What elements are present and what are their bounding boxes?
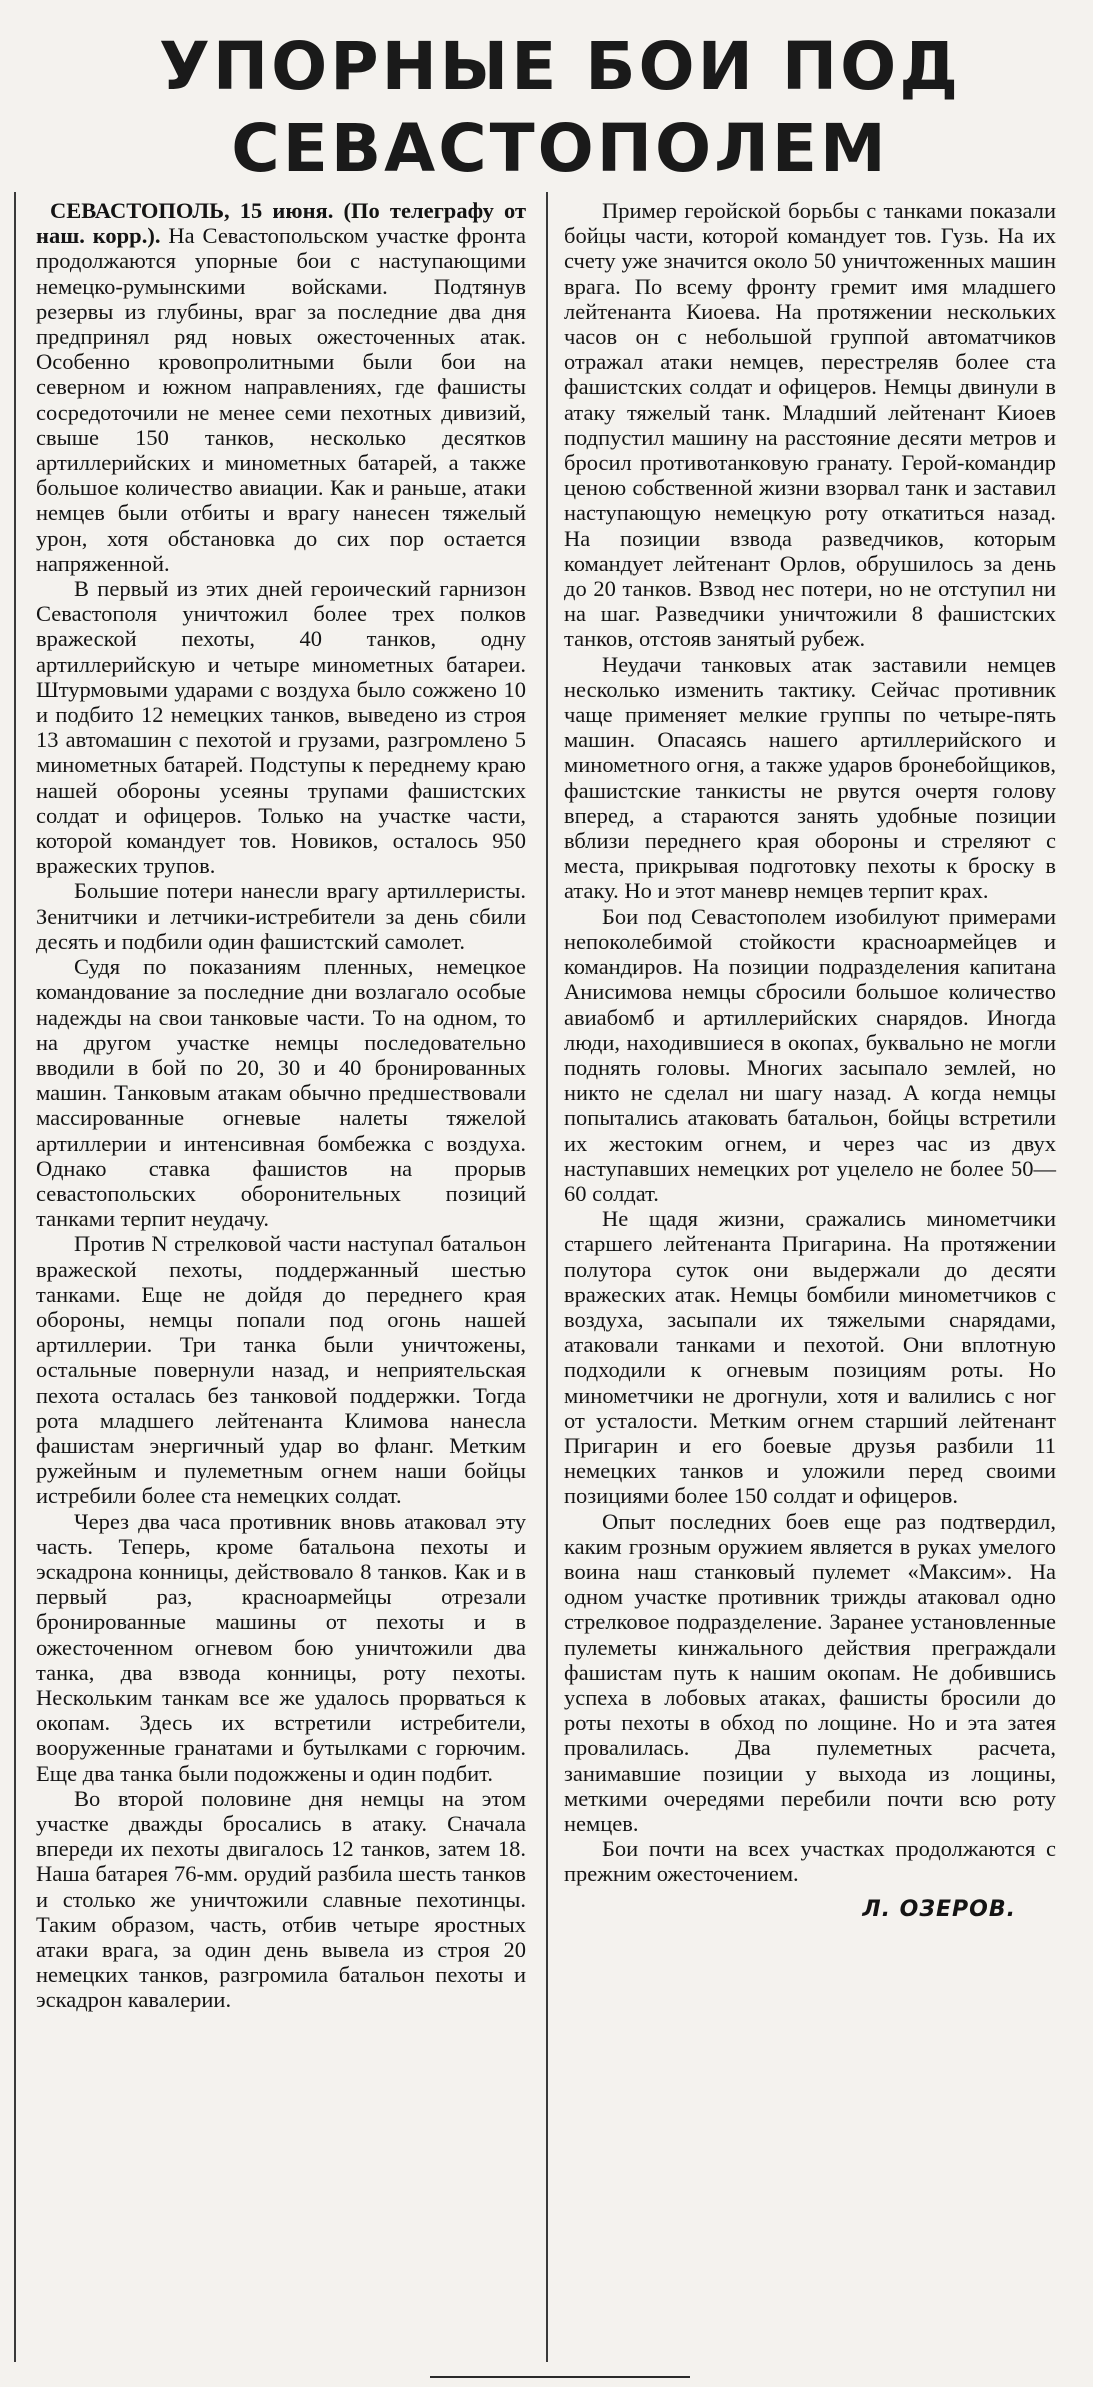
column-rule-left xyxy=(14,192,16,2362)
article-paragraph: Большие потери нанесли врагу артиллеристы. Зенитчики и летчики-истребители за день сбили десять и подбили один фашистский самолет. xyxy=(36,878,526,954)
dateline: СЕВАСТОПОЛЬ, 15 июня. (По телеграфу от наш. корр.). xyxy=(36,198,526,249)
author-byline: Л. ОЗЕРОВ. xyxy=(862,1896,1016,1922)
article-paragraph: Бои под Севастополем изобилуют примерами непоколебимой стойкости красноармейцев и командиров. На позиции подразделения капитана Анисимова немцы сбросили большое количество авиабомб и артиллерийских снарядов. Иногда люди, находившиеся в окопах, буквально не могли поднять головы. Многих засыпало землей, но никто не сделал ни шагу назад. А когда немцы попытались атаковать батальон, бойцы встретили их жестоким огнем, и через час из двух наступавших немецких рот уцелело не более 50—60 солдат. xyxy=(564,903,1056,1206)
article-paragraph: Против N стрелковой части наступал батальон вражеской пехоты, поддержанный шестью танками. Еще не дойдя до переднего края обороны, немцы попали под огонь нашей артиллерии. Три танка были уничтожены, остальные повернули назад, и неприятельская пехота осталась без танковой поддержки. Тогда рота младшего лейтенанта Климова нанесла фашистам энергичный удар во фланг. Метким ружейным и пулеметным огнем наши бойцы истребили более ста немецких солдат. xyxy=(36,1231,526,1509)
article-paragraph: Опыт последних боев еще раз подтвердил, каким грозным оружием является в руках умелого воина наш станковый пулемет «Максим». На одном участке противник трижды атаковал одно стрелковое подразделение. Заранее установленные пулеметы кинжального действия преграждали фашистам путь к нашим окопам. Не добившись успеха в лобовых атаках, фашисты бросили до роты пехоты в обход по лощине. Но и эта затея провалилась. Два пулеметных расчета, занимавшие позиции у выхода из лощины, меткими очередями перебили почти всю роту немцев. xyxy=(564,1508,1056,1836)
article-paragraph: Не щадя жизни, сражались минометчики старшего лейтенанта Пригарина. На протяжении полутора суток они выдержали до десяти вражеских атак. Немцы бомбили минометчиков с воздуха, засыпали их тяжелыми снарядами, атаковали танками и пехотой. Они вплотную подходили к огневым позициям роты. Но минометчики не дрогнули, хотя и валились с ног от усталости. Метким огнем старший лейтенант Пригарин и его боевые друзья разбили 11 немецких танков и уложили перед своими позициями более 150 солдат и офицеров. xyxy=(564,1206,1056,1509)
headline-line-2: СЕВАСТОПОЛЕМ xyxy=(231,110,889,187)
article-paragraph xyxy=(36,198,526,576)
article-paragraph-text: На Севастопольском участке фронта продолжаются упорные бои с наступающими немецко-румынскими войсками. Подтянув резервы из глубины, враг за последние два дня предпринял ряд новых ожесточенных атак. Особенно кровопролитными были бои на северном и южном направлениях, где фашисты сосредоточили не менее семи пехотных дивизий, свыше 150 танков, несколько десятков артиллерийских и минометных батарей, а также большое количество авиации. Как и раньше, атаки немцев были отбиты и врагу нанесен тяжелый урон, хотя обстановка до сих пор остается напряженной. xyxy=(36,223,526,576)
bottom-rule xyxy=(430,2376,690,2378)
article-paragraph: Во второй половине дня немцы на этом участке дважды бросались в атаку. Сначала впереди их пехоты двигалось 12 танков, затем 18. Наша батарея 76-мм. орудий разбила шесть танков и столько же уничтожили славные пехотинцы. Таким образом, часть, отбив четыре яростных атаки врага, за один день вывела из строя 20 немецких танков, разгромила батальон пехоты и эскадрон кавалерии. xyxy=(36,1785,526,2013)
column-rule-middle xyxy=(546,192,548,2362)
article-paragraph: Через два часа противник вновь атаковал эту часть. Теперь, кроме батальона пехоты и эскадрона конницы, действовало 8 танков. Как и в первый раз, красноармейцы отрезали бронированные машины от пехоты и в ожесточенном огневом бою уничтожили два танка, два взвода конницы, роту пехоты. Нескольким танкам все же удалось прорваться к окопам. Здесь их встретили истребители, вооруженные гранатами и бутылками с горючим. Еще два танка были подожжены и один подбит. xyxy=(36,1508,526,1786)
article-paragraph: Бои почти на всех участках продолжаются с прежним ожесточением. xyxy=(564,1836,1056,1887)
headline xyxy=(150,26,970,190)
article-column-left xyxy=(36,198,526,2013)
article-paragraph: В первый из этих дней героический гарнизон Севастополя уничтожил более трех полков вражеской пехоты, 40 танков, одну артиллерийскую и четыре минометных батареи. Штурмовыми ударами с воздуха было сожжено 10 и подбито 12 немецких танков, выведено из строя 13 автомашин с пехотой и грузами, разгромлено 5 минометных батарей. Подступы к переднему краю нашей обороны усеяны трупами фашистских солдат и офицеров. Только на участке части, которой командует тов. Новиков, осталось 950 вражеских трупов. xyxy=(36,576,526,879)
headline-line-1: УПОРНЫЕ БОИ ПОД xyxy=(158,28,962,105)
article-paragraph: Судя по показаниям пленных, немецкое командование за последние дни возлагало особые надежды на свои танковые части. То на одном, то на другом участке немцы последовательно вводили в бой по 20, 30 и 40 бронированных машин. Танковым атакам обычно предшествовали массированные огневые налеты тяжелой артиллерии и интенсивная бомбежка с воздуха. Однако ставка фашистов на прорыв севастопольских оборонительных позиций танками терпит неудачу. xyxy=(36,954,526,1232)
article-column-right xyxy=(564,198,1056,1922)
article-paragraph: Пример геройской борьбы с танками показали бойцы части, которой командует тов. Гузь. На их счету уже значится около 50 уничтоженных машин врага. По всему фронту гремит имя младшего лейтенанта Киоева. На протяжении нескольких часов он с небольшой группой автоматчиков отражал атаки немцев, перестреляв более ста фашистских солдат и офицеров. Немцы двинули в атаку тяжелый танк. Младший лейтенант Киоев подпустил машину на расстояние десяти метров и бросил противотанковую гранату. Герой-командир ценою собственной жизни взорвал танк и заставил наступающую немецкую роту откатиться назад. На позиции взвода разведчиков, которым командует лейтенант Орлов, обрушилось за день до 20 танков. Взвод нес потери, но не отступил ни на шаг. Разведчики уничтожили 8 фашистских танков, отстояв занятый рубеж. xyxy=(564,198,1056,652)
article-paragraph: Неудачи танковых атак заставили немцев несколько изменить тактику. Сейчас противник чаще применяет мелкие группы по четыре-пять машин. Опасаясь нашего артиллерийского и минометного огня, а также ударов бронебойщиков, фашистские танкисты не рвутся очертя голову вперед, а стараются занять удобные позиции вблизи переднего края обороны и стреляют с места, прикрывая подготовку пехоты к броску в атаку. Но и этот маневр немцев терпит крах. xyxy=(564,651,1056,904)
